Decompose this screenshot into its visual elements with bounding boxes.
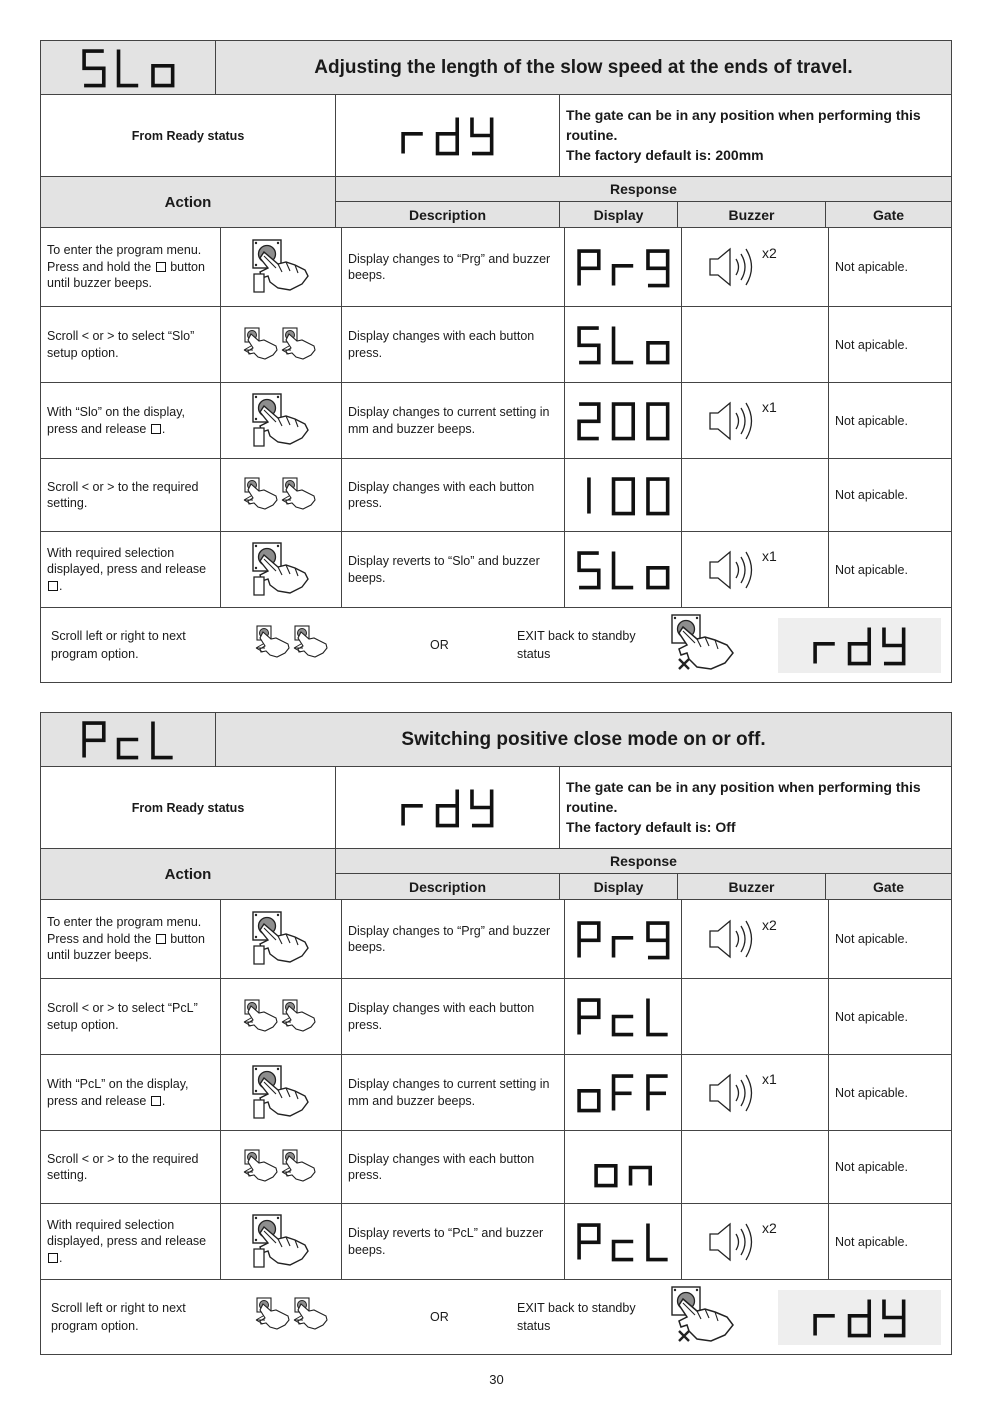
beep-count: x1: [762, 547, 777, 564]
lcd-glyph: [613, 1076, 633, 1110]
gate-header: Gate: [872, 878, 905, 895]
action-text: With “PcL” on the display, press and release: [47, 1077, 189, 1108]
press-button-icon: [250, 1213, 312, 1271]
action-cell: [41, 228, 221, 306]
row-lcd: [575, 400, 672, 441]
buzzer-cell: [682, 383, 829, 458]
display-header: Display: [560, 202, 678, 227]
standby-display: [778, 1290, 941, 1345]
lcd-glyph: [472, 789, 492, 825]
table-header: [41, 41, 951, 95]
buzzer-cell: [682, 979, 829, 1054]
buzzer-icon: [708, 399, 760, 443]
action-text: Scroll < or > to the required setting.: [47, 1151, 199, 1182]
lcd-glyph: [118, 740, 138, 758]
beep-count: x2: [762, 917, 777, 933]
lcd-glyph: [815, 1315, 835, 1335]
lcd-glyph: [438, 117, 458, 153]
row-lcd: [575, 324, 672, 365]
display-cell: [565, 307, 682, 382]
buzzer-cell: [682, 1055, 829, 1130]
response-header: Response: [336, 849, 951, 874]
row-lcd: [592, 1147, 654, 1188]
lcd-glyph: [850, 627, 870, 663]
lcd-glyph: [648, 479, 668, 513]
from-status-label: From Ready status: [41, 767, 336, 848]
page-number: 30: [489, 1372, 504, 1387]
from-status-label: From Ready status: [41, 95, 336, 176]
lcd-glyph: [884, 627, 904, 663]
action-icon-cell: [221, 979, 342, 1054]
exit-button-icon: [669, 1285, 741, 1345]
lcd-glyph: [613, 479, 633, 513]
square-button-icon: [156, 934, 166, 944]
lcd-glyph: [815, 643, 835, 663]
exit-button-icon: [669, 613, 741, 673]
lcd-glyph: [648, 1223, 668, 1259]
lcd-glyph: [579, 404, 599, 438]
scroll-buttons-icon: [254, 1296, 332, 1334]
description-cell: Display changes with each button press.: [342, 1131, 565, 1203]
scroll-buttons-icon: [242, 476, 320, 514]
press-button-icon: [250, 541, 312, 599]
from-status-display: [336, 95, 560, 176]
gate-cell: Not apicable.: [835, 337, 908, 352]
table-row: [41, 383, 951, 459]
or-label: OR: [430, 638, 449, 652]
display-cell: [565, 1055, 682, 1130]
display-cell: [565, 228, 682, 306]
display-cell: [565, 1204, 682, 1279]
beep-count: x1: [762, 398, 777, 415]
press-button-icon: [250, 392, 312, 450]
action-icon-cell: [221, 383, 342, 458]
square-button-icon: [48, 581, 58, 591]
description-cell: Display changes with each button press.: [342, 979, 565, 1054]
display-cell: [565, 383, 682, 458]
gate-cell: Not apicable.: [835, 1009, 908, 1024]
table-row: [41, 979, 951, 1055]
description-header: Description: [336, 874, 560, 899]
action-icon-cell: [221, 1055, 342, 1130]
exit-icon-wrap: [669, 613, 741, 678]
description-cell: Display reverts to “PcL” and buzzer beeps.: [342, 1204, 565, 1279]
gate-cell: Not apicable.: [835, 260, 908, 274]
description-cell: Display reverts to “Slo” and buzzer beeps.: [342, 532, 565, 607]
lcd-glyph: [613, 404, 633, 438]
table-row: [41, 532, 951, 608]
table-row: [41, 1204, 951, 1280]
press-button-icon: [250, 1064, 312, 1122]
lcd-glyph: [613, 1017, 633, 1035]
action-text-end: button until buzzer beeps.: [47, 931, 205, 963]
table-header: [41, 713, 951, 767]
action-cell: [41, 1204, 221, 1279]
menu-code-lcd: [80, 719, 177, 760]
buzzer-header: Buzzer: [678, 874, 826, 899]
ready-lcd: [399, 787, 496, 828]
square-button-icon: [151, 424, 161, 434]
menu-code-display: [41, 41, 216, 94]
buzzer-cell: [682, 900, 829, 978]
standby-lcd: [811, 1297, 908, 1338]
row-lcd: [575, 247, 672, 288]
table-row: [41, 900, 951, 979]
action-cell: [41, 1055, 221, 1130]
lcd-glyph: [613, 937, 633, 957]
lcd-glyph: [648, 998, 668, 1034]
lcd-glyph: [648, 1076, 668, 1110]
action-text-end: .: [59, 1250, 63, 1265]
buzzer-icon: [708, 917, 760, 961]
display-cell: [565, 1131, 682, 1203]
response-header-group: [336, 849, 951, 899]
gate-cell: Not apicable.: [835, 932, 908, 946]
table-footer: [41, 1280, 951, 1354]
gate-cell: Not apicable.: [835, 562, 908, 577]
buzzer-cell: [682, 1204, 829, 1279]
row-lcd: [575, 996, 672, 1037]
action-text: With required selection displayed, press and release: [47, 1217, 207, 1249]
response-header: Response: [336, 177, 951, 202]
lcd-glyph: [472, 117, 492, 153]
action-text: With “Slo” on the display, press and release: [47, 405, 186, 436]
beep-count: x1: [762, 1070, 777, 1087]
or-label: OR: [430, 1310, 449, 1324]
description-cell: Display changes with each button press.: [342, 307, 565, 382]
lcd-glyph: [648, 343, 668, 363]
action-icon-cell: [221, 1204, 342, 1279]
buzzer-cell: [682, 307, 829, 382]
note-line: The gate can be in any position when performing this routine.: [566, 779, 921, 815]
ready-lcd: [399, 115, 496, 156]
scroll-icon-wrap: [254, 624, 332, 667]
lcd-glyph: [613, 265, 633, 285]
table-row: [41, 307, 951, 383]
start-condition-row: [41, 95, 951, 177]
action-text: To enter the program menu. Press and hold the: [47, 915, 202, 946]
action-text: Scroll < or > to select “Slo” setup option.: [47, 329, 195, 360]
factory-default: The factory default is: Off: [566, 819, 736, 835]
table-row: [41, 459, 951, 532]
action-icon-cell: [221, 1131, 342, 1203]
scroll-buttons-icon: [254, 624, 332, 662]
gate-cell: Not apicable.: [835, 413, 908, 428]
note-line: The gate can be in any position when performing this routine.: [566, 107, 921, 143]
press-button-icon: [250, 238, 312, 296]
lcd-glyph: [579, 1000, 599, 1034]
gate-header: Gate: [872, 206, 905, 223]
action-cell: [41, 532, 221, 607]
scroll-buttons-icon: [242, 326, 320, 364]
buzzer-icon: [708, 548, 760, 592]
lcd-glyph: [118, 49, 138, 85]
table-footer: [41, 608, 951, 682]
action-cell: [41, 979, 221, 1054]
exit-text: EXIT back to standby status: [517, 629, 636, 661]
lcd-glyph: [596, 1165, 616, 1185]
action-cell: [41, 383, 221, 458]
action-text-end: .: [59, 578, 63, 593]
buzzer-icon: [708, 245, 760, 289]
description-cell: Display changes to “Prg” and buzzer beeps.: [342, 228, 565, 306]
display-cell: [565, 979, 682, 1054]
lcd-glyph: [438, 789, 458, 825]
column-headers: [41, 849, 951, 900]
square-button-icon: [151, 1096, 161, 1106]
exit-text: EXIT back to standby status: [517, 1301, 636, 1333]
lcd-glyph: [630, 1167, 650, 1185]
procedure-note: [560, 767, 951, 848]
row-lcd: [575, 549, 672, 590]
lcd-glyph: [613, 1242, 633, 1260]
response-header-group: [336, 177, 951, 227]
description-cell: Display changes to current setting in mm and buzzer beeps.: [342, 1055, 565, 1130]
procedure-table-pcl: [40, 712, 952, 1355]
column-headers: [41, 177, 951, 228]
from-status-display: [336, 767, 560, 848]
action-text-end: button until buzzer beeps.: [47, 259, 205, 291]
action-icon-cell: [221, 532, 342, 607]
gate-cell: Not apicable.: [835, 488, 908, 502]
exit-icon-wrap: [669, 1285, 741, 1350]
action-cell: [41, 307, 221, 382]
action-header: Action: [41, 849, 336, 899]
gate-cell: Not apicable.: [835, 1234, 908, 1249]
description-cell: Display changes to “Prg” and buzzer beeps.: [342, 900, 565, 978]
scroll-buttons-icon: [242, 998, 320, 1036]
action-cell: [41, 900, 221, 978]
action-icon-cell: [221, 307, 342, 382]
lcd-glyph: [648, 923, 668, 957]
action-icon-cell: [221, 459, 342, 531]
lcd-glyph: [84, 51, 104, 85]
description-cell: Display changes with each button press.: [342, 459, 565, 531]
row-lcd: [575, 1072, 672, 1113]
action-text: Scroll < or > to select “PcL” setup option.: [47, 1001, 198, 1032]
table-row: [41, 1055, 951, 1131]
display-cell: [565, 459, 682, 531]
action-text: With required selection displayed, press and release: [47, 545, 207, 577]
row-lcd: [575, 919, 672, 960]
description-cell: Display changes to current setting in mm and buzzer beeps.: [342, 383, 565, 458]
scroll-buttons-icon: [242, 1148, 320, 1186]
menu-code-display: [41, 713, 216, 766]
buzzer-icon: [708, 1220, 760, 1264]
action-cell: [41, 1131, 221, 1203]
beep-count: x2: [762, 1219, 777, 1236]
buzzer-icon: [708, 1071, 760, 1115]
menu-code-lcd: [80, 47, 177, 88]
row-lcd: [575, 1221, 672, 1262]
lcd-glyph: [579, 251, 599, 285]
table-row: [41, 1131, 951, 1204]
action-text: To enter the program menu. Press and hold the: [47, 243, 202, 274]
description-header: Description: [336, 202, 560, 227]
lcd-glyph: [579, 328, 599, 362]
square-button-icon: [156, 262, 166, 272]
lcd-glyph: [648, 251, 668, 285]
display-header: Display: [560, 874, 678, 899]
gate-cell: Not apicable.: [835, 1160, 908, 1174]
row-lcd: [575, 475, 672, 516]
table-row: [41, 228, 951, 307]
lcd-glyph: [648, 404, 668, 438]
start-condition-row: [41, 767, 951, 849]
action-icon-cell: [221, 228, 342, 306]
lcd-glyph: [153, 721, 173, 757]
lcd-glyph: [579, 1225, 599, 1259]
lcd-glyph: [850, 1299, 870, 1335]
action-icon-cell: [221, 900, 342, 978]
procedure-title: Switching positive close mode on or off.: [401, 728, 766, 750]
procedure-title: Adjusting the length of the slow speed at the ends of travel.: [314, 56, 853, 78]
gate-cell: Not apicable.: [835, 1085, 908, 1100]
buzzer-cell: [682, 1131, 829, 1203]
action-text-end: .: [161, 421, 166, 436]
standby-lcd: [811, 625, 908, 666]
action-text: Scroll < or > to the required setting.: [47, 479, 199, 510]
press-button-icon: [250, 910, 312, 968]
procedure-note: [560, 95, 951, 176]
lcd-glyph: [403, 134, 423, 154]
buzzer-header: Buzzer: [678, 202, 826, 227]
beep-count: x2: [762, 245, 777, 261]
lcd-glyph: [84, 723, 104, 757]
square-button-icon: [48, 1253, 58, 1263]
procedure-table-slo: [40, 40, 952, 683]
buzzer-cell: [682, 228, 829, 306]
scroll-next-text: Scroll left or right to next program option.: [51, 629, 186, 661]
lcd-glyph: [153, 66, 173, 86]
standby-display: [778, 618, 941, 673]
lcd-glyph: [613, 551, 633, 587]
factory-default: The factory default is: 200mm: [566, 147, 764, 163]
display-cell: [565, 532, 682, 607]
lcd-glyph: [884, 1299, 904, 1335]
action-cell: [41, 459, 221, 531]
action-header: Action: [41, 177, 336, 227]
buzzer-cell: [682, 532, 829, 607]
lcd-glyph: [579, 553, 599, 587]
buzzer-cell: [682, 459, 829, 531]
lcd-glyph: [579, 923, 599, 957]
lcd-glyph: [403, 806, 423, 826]
display-cell: [565, 900, 682, 978]
action-text-end: .: [161, 1093, 166, 1108]
lcd-glyph: [613, 326, 633, 362]
scroll-next-text: Scroll left or right to next program option.: [51, 1301, 186, 1333]
scroll-icon-wrap: [254, 1296, 332, 1339]
lcd-glyph: [579, 1091, 599, 1111]
lcd-glyph: [648, 568, 668, 588]
